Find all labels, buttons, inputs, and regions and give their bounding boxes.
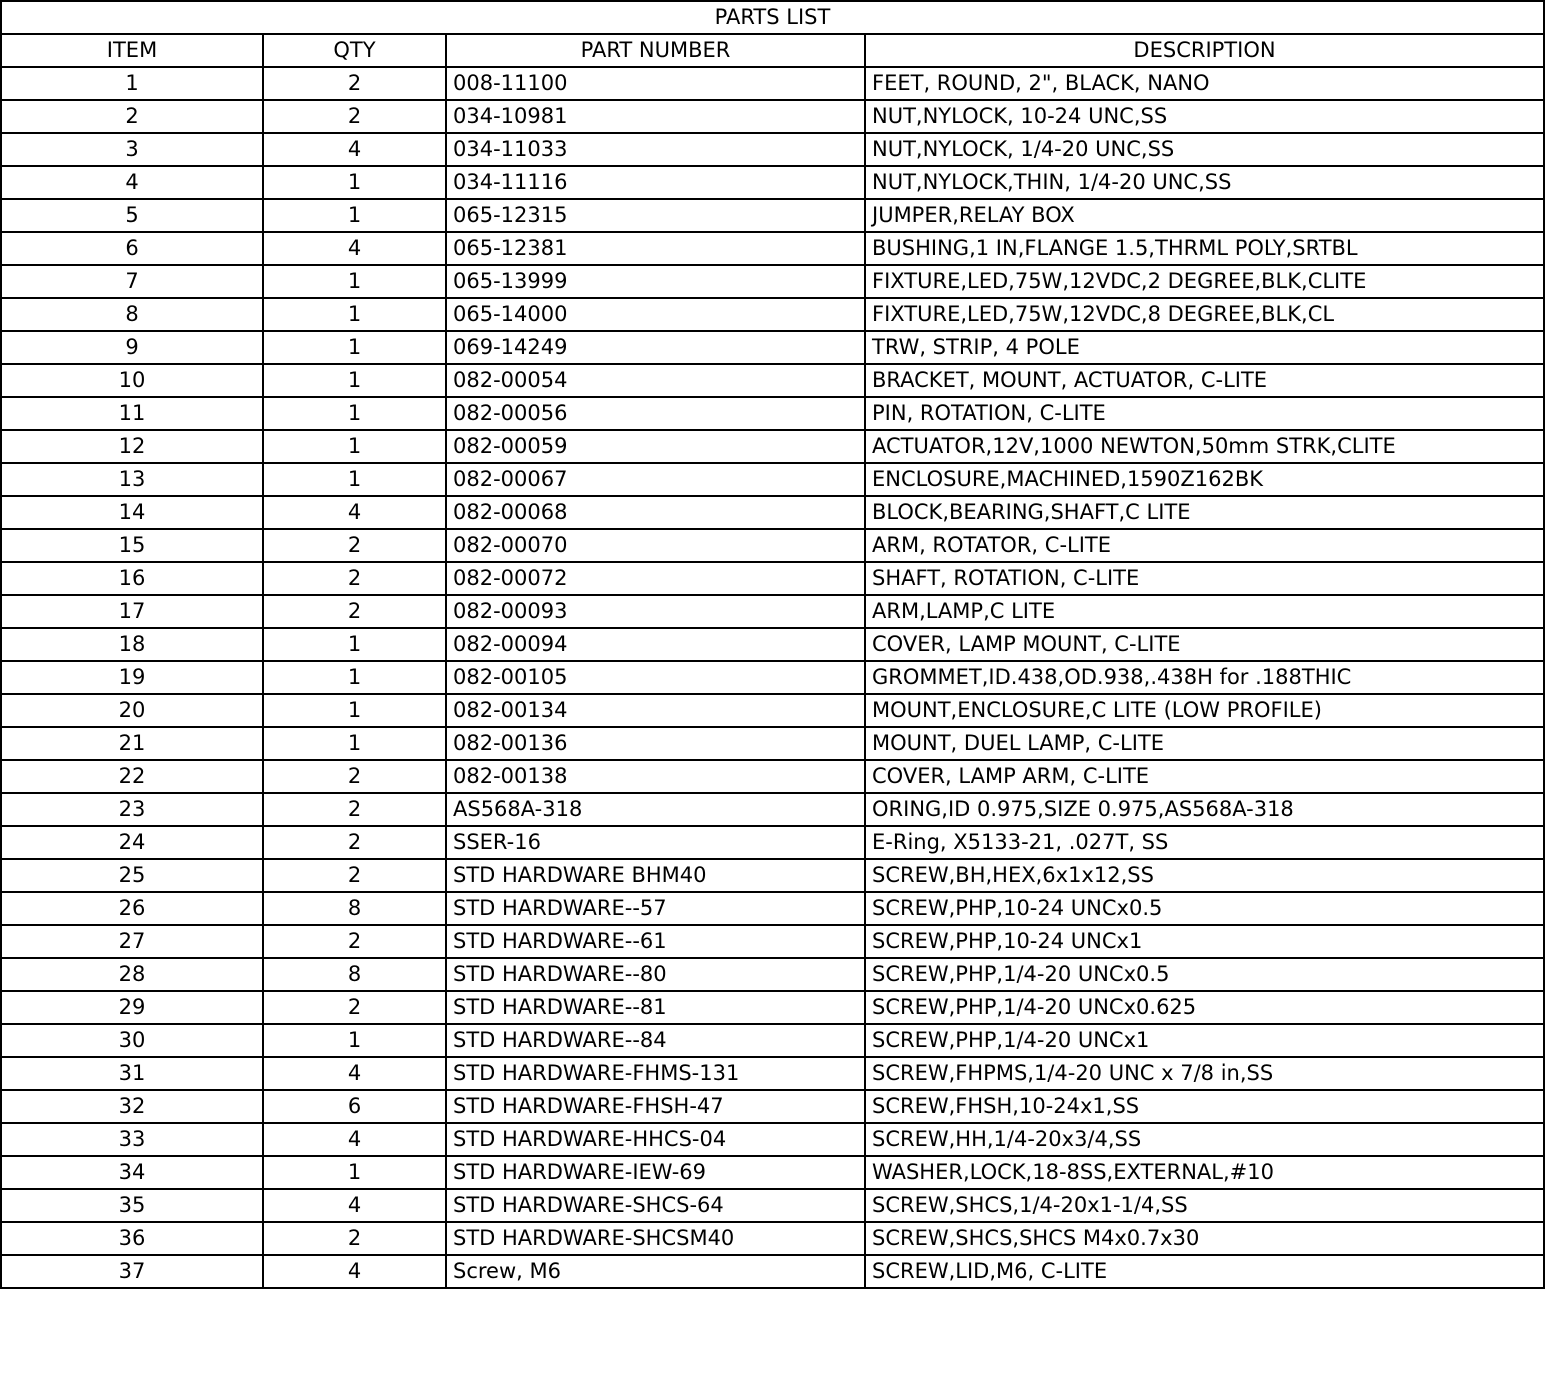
- table-row: [1, 661, 1544, 694]
- cell-qty: 4: [263, 133, 446, 166]
- table-row: [1, 199, 1544, 232]
- cell-item: 20: [1, 694, 263, 727]
- cell-description: NUT,NYLOCK,THIN, 1/4-20 UNC,SS: [865, 166, 1544, 199]
- cell-item: 19: [1, 661, 263, 694]
- table-row: [1, 133, 1544, 166]
- cell-item: 27: [1, 925, 263, 958]
- cell-description: ACTUATOR,12V,1000 NEWTON,50mm STRK,CLITE: [865, 430, 1544, 463]
- table-row: [1, 1255, 1544, 1288]
- cell-qty: 1: [263, 694, 446, 727]
- cell-item: 9: [1, 331, 263, 364]
- cell-qty: 2: [263, 595, 446, 628]
- table-row: [1, 529, 1544, 562]
- table-row: [1, 562, 1544, 595]
- cell-qty: 2: [263, 859, 446, 892]
- table-row: [1, 958, 1544, 991]
- table-row: [1, 100, 1544, 133]
- cell-item: 1: [1, 67, 263, 100]
- cell-item: 29: [1, 991, 263, 1024]
- cell-qty: 1: [263, 166, 446, 199]
- cell-item: 36: [1, 1222, 263, 1255]
- table-row: [1, 1123, 1544, 1156]
- table-row: [1, 793, 1544, 826]
- cell-qty: 2: [263, 562, 446, 595]
- cell-qty: 4: [263, 1057, 446, 1090]
- cell-description: COVER, LAMP ARM, C-LITE: [865, 760, 1544, 793]
- cell-item: 17: [1, 595, 263, 628]
- cell-description: SCREW,LID,M6, C-LITE: [865, 1255, 1544, 1288]
- cell-description: SCREW,FHPMS,1/4-20 UNC x 7/8 in,SS: [865, 1057, 1544, 1090]
- cell-part-number: 065-12381: [446, 232, 865, 265]
- cell-qty: 1: [263, 463, 446, 496]
- cell-part-number: STD HARDWARE-IEW-69: [446, 1156, 865, 1189]
- cell-part-number: 082-00105: [446, 661, 865, 694]
- cell-item: 4: [1, 166, 263, 199]
- cell-part-number: AS568A-318: [446, 793, 865, 826]
- cell-qty: 2: [263, 826, 446, 859]
- cell-description: NUT,NYLOCK, 1/4-20 UNC,SS: [865, 133, 1544, 166]
- cell-part-number: STD HARDWARE-FHMS-131: [446, 1057, 865, 1090]
- title-row: [1, 1, 1544, 34]
- cell-qty: 6: [263, 1090, 446, 1123]
- cell-item: 16: [1, 562, 263, 595]
- cell-part-number: STD HARDWARE-HHCS-04: [446, 1123, 865, 1156]
- cell-description: SCREW,PHP,1/4-20 UNCx0.5: [865, 958, 1544, 991]
- cell-qty: 1: [263, 199, 446, 232]
- table-row: [1, 463, 1544, 496]
- table-row: [1, 1024, 1544, 1057]
- cell-part-number: 082-00056: [446, 397, 865, 430]
- table-row: [1, 331, 1544, 364]
- table-row: [1, 892, 1544, 925]
- cell-qty: 2: [263, 529, 446, 562]
- cell-part-number: 065-14000: [446, 298, 865, 331]
- cell-description: SHAFT, ROTATION, C-LITE: [865, 562, 1544, 595]
- cell-description: COVER, LAMP MOUNT, C-LITE: [865, 628, 1544, 661]
- cell-item: 24: [1, 826, 263, 859]
- cell-part-number: 082-00070: [446, 529, 865, 562]
- cell-item: 10: [1, 364, 263, 397]
- cell-item: 14: [1, 496, 263, 529]
- cell-part-number: STD HARDWARE--61: [446, 925, 865, 958]
- cell-description: WASHER,LOCK,18-8SS,EXTERNAL,#10: [865, 1156, 1544, 1189]
- cell-qty: 4: [263, 232, 446, 265]
- header-description: DESCRIPTION: [865, 34, 1544, 67]
- cell-item: 26: [1, 892, 263, 925]
- cell-qty: 2: [263, 793, 446, 826]
- cell-qty: 8: [263, 958, 446, 991]
- cell-qty: 1: [263, 1024, 446, 1057]
- cell-item: 31: [1, 1057, 263, 1090]
- cell-qty: 4: [263, 496, 446, 529]
- table-row: [1, 232, 1544, 265]
- cell-qty: 1: [263, 265, 446, 298]
- table-row: [1, 595, 1544, 628]
- cell-item: 22: [1, 760, 263, 793]
- cell-description: ARM,LAMP,C LITE: [865, 595, 1544, 628]
- cell-qty: 2: [263, 100, 446, 133]
- cell-description: SCREW,FHSH,10-24x1,SS: [865, 1090, 1544, 1123]
- cell-qty: 2: [263, 67, 446, 100]
- cell-part-number: STD HARDWARE-FHSH-47: [446, 1090, 865, 1123]
- table-row: [1, 694, 1544, 727]
- table-row: [1, 1156, 1544, 1189]
- cell-item: 13: [1, 463, 263, 496]
- table-row: [1, 1189, 1544, 1222]
- cell-qty: 4: [263, 1189, 446, 1222]
- cell-part-number: STD HARDWARE--57: [446, 892, 865, 925]
- cell-part-number: 082-00068: [446, 496, 865, 529]
- cell-part-number: 082-00067: [446, 463, 865, 496]
- table-row: [1, 859, 1544, 892]
- cell-item: 11: [1, 397, 263, 430]
- table-row: [1, 166, 1544, 199]
- cell-description: MOUNT, DUEL LAMP, C-LITE: [865, 727, 1544, 760]
- cell-item: 33: [1, 1123, 263, 1156]
- header-part-number: PART NUMBER: [446, 34, 865, 67]
- cell-qty: 1: [263, 661, 446, 694]
- cell-item: 15: [1, 529, 263, 562]
- cell-qty: 1: [263, 331, 446, 364]
- cell-part-number: 082-00138: [446, 760, 865, 793]
- cell-description: BUSHING,1 IN,FLANGE 1.5,THRML POLY,SRTBL: [865, 232, 1544, 265]
- cell-description: SCREW,SHCS,SHCS M4x0.7x30: [865, 1222, 1544, 1255]
- cell-description: E-Ring, X5133-21, .027T, SS: [865, 826, 1544, 859]
- cell-part-number: 034-10981: [446, 100, 865, 133]
- cell-part-number: STD HARDWARE-SHCSM40: [446, 1222, 865, 1255]
- cell-part-number: 082-00054: [446, 364, 865, 397]
- cell-part-number: 082-00094: [446, 628, 865, 661]
- cell-part-number: 065-13999: [446, 265, 865, 298]
- cell-part-number: 082-00072: [446, 562, 865, 595]
- cell-qty: 2: [263, 1222, 446, 1255]
- cell-part-number: 082-00136: [446, 727, 865, 760]
- cell-description: TRW, STRIP, 4 POLE: [865, 331, 1544, 364]
- cell-item: 35: [1, 1189, 263, 1222]
- cell-description: SCREW,PHP,10-24 UNCx1: [865, 925, 1544, 958]
- cell-description: ARM, ROTATOR, C-LITE: [865, 529, 1544, 562]
- cell-item: 21: [1, 727, 263, 760]
- cell-item: 3: [1, 133, 263, 166]
- cell-part-number: 008-11100: [446, 67, 865, 100]
- cell-item: 32: [1, 1090, 263, 1123]
- cell-description: GROMMET,ID.438,OD.938,.438H for .188THIC: [865, 661, 1544, 694]
- cell-description: ORING,ID 0.975,SIZE 0.975,AS568A-318: [865, 793, 1544, 826]
- table-row: [1, 430, 1544, 463]
- cell-item: 12: [1, 430, 263, 463]
- cell-qty: 2: [263, 925, 446, 958]
- cell-part-number: STD HARDWARE BHM40: [446, 859, 865, 892]
- cell-item: 37: [1, 1255, 263, 1288]
- cell-description: SCREW,HH,1/4-20x3/4,SS: [865, 1123, 1544, 1156]
- cell-description: NUT,NYLOCK, 10-24 UNC,SS: [865, 100, 1544, 133]
- table-row: [1, 826, 1544, 859]
- cell-part-number: 082-00093: [446, 595, 865, 628]
- cell-description: FEET, ROUND, 2", BLACK, NANO: [865, 67, 1544, 100]
- cell-qty: 1: [263, 430, 446, 463]
- table-row: [1, 364, 1544, 397]
- cell-item: 18: [1, 628, 263, 661]
- cell-qty: 1: [263, 397, 446, 430]
- cell-part-number: 034-11033: [446, 133, 865, 166]
- cell-qty: 1: [263, 628, 446, 661]
- table-row: [1, 925, 1544, 958]
- table-row: [1, 265, 1544, 298]
- cell-item: 23: [1, 793, 263, 826]
- cell-qty: 2: [263, 991, 446, 1024]
- cell-description: SCREW,PHP,10-24 UNCx0.5: [865, 892, 1544, 925]
- cell-part-number: 065-12315: [446, 199, 865, 232]
- cell-part-number: 034-11116: [446, 166, 865, 199]
- table-row: [1, 397, 1544, 430]
- cell-item: 6: [1, 232, 263, 265]
- cell-description: MOUNT,ENCLOSURE,C LITE (LOW PROFILE): [865, 694, 1544, 727]
- header-qty: QTY: [263, 34, 446, 67]
- table-row: [1, 628, 1544, 661]
- parts-list-title: PARTS LIST: [1, 1, 1544, 34]
- cell-part-number: STD HARDWARE--81: [446, 991, 865, 1024]
- cell-qty: 1: [263, 364, 446, 397]
- cell-description: FIXTURE,LED,75W,12VDC,2 DEGREE,BLK,CLITE: [865, 265, 1544, 298]
- cell-description: SCREW,PHP,1/4-20 UNCx1: [865, 1024, 1544, 1057]
- cell-description: BLOCK,BEARING,SHAFT,C LITE: [865, 496, 1544, 529]
- cell-qty: 4: [263, 1123, 446, 1156]
- cell-part-number: 082-00134: [446, 694, 865, 727]
- cell-part-number: STD HARDWARE-SHCS-64: [446, 1189, 865, 1222]
- cell-qty: 1: [263, 727, 446, 760]
- cell-item: 2: [1, 100, 263, 133]
- cell-part-number: Screw, M6: [446, 1255, 865, 1288]
- parts-body: [1, 67, 1544, 1288]
- cell-qty: 1: [263, 298, 446, 331]
- cell-description: BRACKET, MOUNT, ACTUATOR, C-LITE: [865, 364, 1544, 397]
- cell-item: 34: [1, 1156, 263, 1189]
- cell-item: 7: [1, 265, 263, 298]
- cell-description: SCREW,BH,HEX,6x1x12,SS: [865, 859, 1544, 892]
- cell-description: SCREW,PHP,1/4-20 UNCx0.625: [865, 991, 1544, 1024]
- table-row: [1, 1057, 1544, 1090]
- table-row: [1, 496, 1544, 529]
- table-row: [1, 991, 1544, 1024]
- table-row: [1, 727, 1544, 760]
- header-item: ITEM: [1, 34, 263, 67]
- cell-item: 5: [1, 199, 263, 232]
- cell-part-number: 082-00059: [446, 430, 865, 463]
- cell-item: 30: [1, 1024, 263, 1057]
- table-row: [1, 760, 1544, 793]
- cell-item: 25: [1, 859, 263, 892]
- cell-qty: 1: [263, 1156, 446, 1189]
- cell-qty: 2: [263, 760, 446, 793]
- cell-description: FIXTURE,LED,75W,12VDC,8 DEGREE,BLK,CL: [865, 298, 1544, 331]
- cell-item: 8: [1, 298, 263, 331]
- table-row: [1, 1090, 1544, 1123]
- cell-description: PIN, ROTATION, C-LITE: [865, 397, 1544, 430]
- cell-item: 28: [1, 958, 263, 991]
- table-row: [1, 1222, 1544, 1255]
- cell-part-number: STD HARDWARE--80: [446, 958, 865, 991]
- header-row: [1, 34, 1544, 67]
- cell-description: JUMPER,RELAY BOX: [865, 199, 1544, 232]
- table-row: [1, 67, 1544, 100]
- cell-description: ENCLOSURE,MACHINED,1590Z162BK: [865, 463, 1544, 496]
- cell-description: SCREW,SHCS,1/4-20x1-1/4,SS: [865, 1189, 1544, 1222]
- cell-part-number: STD HARDWARE--84: [446, 1024, 865, 1057]
- table-row: [1, 298, 1544, 331]
- cell-qty: 8: [263, 892, 446, 925]
- cell-qty: 4: [263, 1255, 446, 1288]
- cell-part-number: 069-14249: [446, 331, 865, 364]
- cell-part-number: SSER-16: [446, 826, 865, 859]
